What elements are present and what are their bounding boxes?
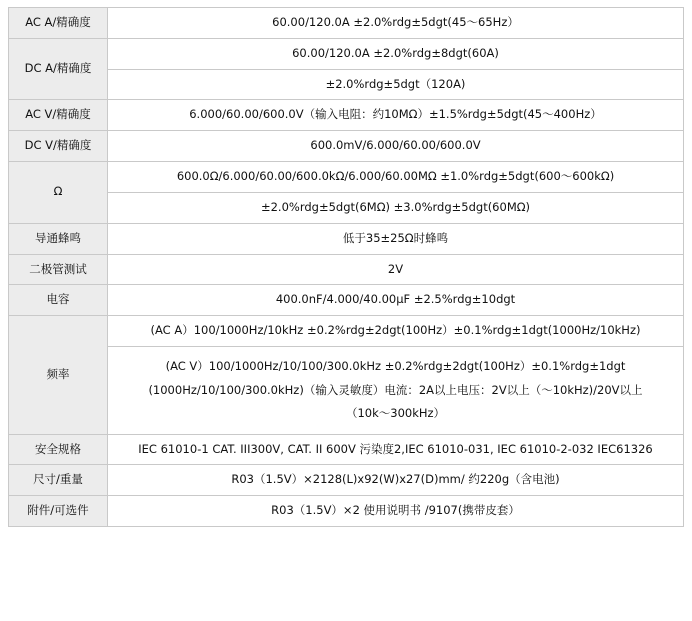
spec-value-cell: IEC 61010-1 CAT. III300V, CAT. II 600V 污染度2,IEC 61010-031, IEC 61010-2-032 IEC61326 <box>108 434 684 465</box>
spec-value-cell: R03（1.5V）×2128(L)x92(W)x27(D)mm/ 约220g（含电池) <box>108 465 684 496</box>
spec-value-line: (1000Hz/10/100/300.0kHz)（输入灵敏度）电流：2A以上电压：2V以上（～10kHz)/20V以上 <box>148 382 643 397</box>
table-row <box>9 316 684 347</box>
spec-label-cell: 导通蜂鸣 <box>9 223 108 254</box>
spec-label-cell: 二极管测试 <box>9 254 108 285</box>
spec-value-cell: 400.0nF/4.000/40.00μF ±2.5%rdg±10dgt <box>108 285 684 316</box>
table-row <box>9 8 684 39</box>
table-row <box>9 223 684 254</box>
spec-value-line: （10k～300kHz） <box>345 406 446 421</box>
spec-label-cell: Ω <box>9 162 108 224</box>
table-row <box>9 38 684 69</box>
spec-label-cell: 附件/可选件 <box>9 496 108 527</box>
table-row <box>9 465 684 496</box>
spec-label-cell: 电容 <box>9 285 108 316</box>
spec-label-cell: DC A/精确度 <box>9 38 108 100</box>
table-row <box>9 131 684 162</box>
table-row <box>9 69 684 100</box>
spec-value-cell: 600.0mV/6.000/60.00/600.0V <box>108 131 684 162</box>
table-row <box>9 100 684 131</box>
spec-value-cell: 60.00/120.0A ±2.0%rdg±8dgt(60A) <box>108 38 684 69</box>
table-row <box>9 496 684 527</box>
spec-label-cell: AC A/精确度 <box>9 8 108 39</box>
spec-value-cell: 60.00/120.0A ±2.0%rdg±5dgt(45～65Hz） <box>108 8 684 39</box>
spec-label-cell: 安全规格 <box>9 434 108 465</box>
spec-value-cell: 600.0Ω/6.000/60.00/600.0kΩ/6.000/60.00MΩ ±1.0%rdg±5dgt(600～600kΩ) <box>108 162 684 193</box>
table-row <box>9 162 684 193</box>
spec-value-cell: 2V <box>108 254 684 285</box>
spec-value-cell <box>108 346 684 434</box>
table-row <box>9 346 684 434</box>
table-row <box>9 192 684 223</box>
table-row <box>9 434 684 465</box>
spec-label-cell: DC V/精确度 <box>9 131 108 162</box>
spec-value-cell: ±2.0%rdg±5dgt(6MΩ) ±3.0%rdg±5dgt(60MΩ) <box>108 192 684 223</box>
spec-label-cell: 尺寸/重量 <box>9 465 108 496</box>
spec-label-cell: 频率 <box>9 316 108 435</box>
spec-value-cell: ±2.0%rdg±5dgt（120A) <box>108 69 684 100</box>
table-row <box>9 285 684 316</box>
spec-value-cell: (AC A）100/1000Hz/10kHz ±0.2%rdg±2dgt(100Hz）±0.1%rdg±1dgt(1000Hz/10kHz) <box>108 316 684 347</box>
table-row <box>9 254 684 285</box>
spec-label-cell: AC V/精确度 <box>9 100 108 131</box>
spec-value-line: (AC V）100/1000Hz/10/100/300.0kHz ±0.2%rdg±2dgt(100Hz）±0.1%rdg±1dgt <box>165 358 626 373</box>
spec-value-cell: 6.000/60.00/600.0V（输入电阻：约10MΩ）±1.5%rdg±5dgt(45～400Hz） <box>108 100 684 131</box>
spec-value-cell: 低于35±25Ω时蜂鸣 <box>108 223 684 254</box>
spec-value-cell: R03（1.5V）×2 使用说明书 /9107(携带皮套） <box>108 496 684 527</box>
specifications-table <box>8 7 684 527</box>
